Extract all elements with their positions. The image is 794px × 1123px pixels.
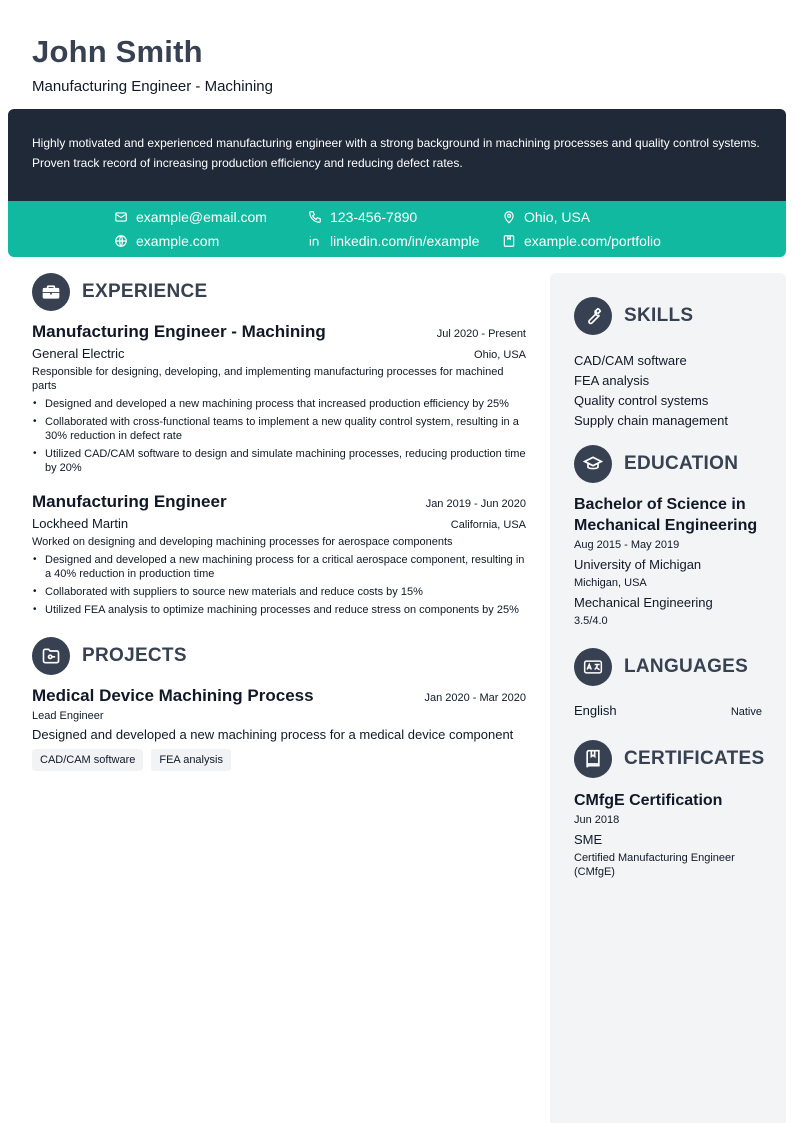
- contact-phone[interactable]: [308, 209, 417, 225]
- achievement-item: • Utilized FEA analysis to optimize machining processes and reduce stress on components by 25%: [32, 603, 526, 617]
- globe-icon: [114, 234, 128, 248]
- achievement-item: • Collaborated with suppliers to source new materials and reduce costs by 15%: [32, 585, 526, 599]
- project-date: Jan 2020 - Mar 2020: [424, 692, 526, 704]
- job-title: Manufacturing Engineer - Machining: [32, 322, 326, 341]
- achievement-item: • Designed and developed a new machining process that increased production efficiency by 25%: [32, 397, 526, 411]
- certificate-icon: [574, 740, 612, 778]
- phone-text: 123-456-7890: [330, 209, 418, 225]
- contact-email[interactable]: [114, 209, 267, 225]
- candidate-name: John Smith: [32, 34, 203, 69]
- achievement-item: • Designed and developed a new machining process for a critical aerospace component, resulting in a 40% reduction in production time: [32, 553, 526, 581]
- linkedin-icon: [308, 234, 322, 248]
- skill-item: FEA analysis: [574, 373, 650, 388]
- skills-title: SKILLS: [624, 305, 694, 326]
- certificate-entry: [574, 790, 762, 879]
- candidate-role: Manufacturing Engineer - Machining: [32, 78, 273, 95]
- portfolio-text: example.com/portfolio: [524, 233, 661, 249]
- languages-heading: [574, 648, 762, 686]
- website-text: example.com: [136, 233, 220, 249]
- contact-portfolio[interactable]: [502, 233, 661, 249]
- job-entry: [32, 492, 526, 617]
- job-achievements: [32, 397, 526, 475]
- job-date: Jul 2020 - Present: [436, 328, 526, 340]
- languages-title: LANGUAGES: [624, 656, 749, 677]
- job-location: Ohio, USA: [474, 349, 526, 361]
- project-tag: CAD/CAM software: [32, 749, 143, 771]
- summary-band: [8, 109, 786, 201]
- folder-icon: [32, 637, 70, 675]
- language-level: Native: [730, 706, 762, 718]
- certificate-name: CMfgE Certification: [574, 792, 723, 809]
- education-entry: [574, 494, 762, 628]
- certificate-issuer: SME: [574, 832, 603, 847]
- portfolio-icon: [502, 234, 516, 248]
- job-description: Worked on designing and developing machining processes for aerospace components: [32, 536, 453, 548]
- project-title: Medical Device Machining Process: [32, 686, 314, 705]
- skills-list: [574, 351, 762, 431]
- contact-linkedin[interactable]: [308, 233, 479, 249]
- resume-header: [32, 34, 273, 95]
- briefcase-icon: [32, 273, 70, 311]
- job-company: General Electric: [32, 346, 125, 361]
- skills-heading: [574, 297, 762, 335]
- sidebar: [550, 273, 786, 1123]
- school-location: Michigan, USA: [574, 577, 647, 589]
- degree: Bachelor of Science in Mechanical Engineering: [574, 496, 758, 534]
- certificate-description: Certified Manufacturing Engineer (CMfgE): [574, 852, 735, 878]
- certificates-heading: [574, 740, 765, 778]
- certificate-date: Jun 2018: [574, 814, 620, 826]
- job-description: Responsible for designing, developing, and implementing manufacturing processes for machined parts: [32, 366, 504, 392]
- skill-item: Supply chain management: [574, 413, 728, 428]
- school: University of Michigan: [574, 557, 702, 572]
- education-title: EDUCATION: [624, 453, 739, 474]
- project-role: Lead Engineer: [32, 710, 104, 722]
- job-entry: [32, 322, 526, 475]
- linkedin-text: linkedin.com/in/example: [330, 233, 480, 249]
- skill-item: CAD/CAM software: [574, 353, 687, 368]
- major: Mechanical Engineering: [574, 595, 713, 610]
- project-entry: [32, 686, 526, 771]
- email-text: example@email.com: [136, 209, 267, 225]
- summary-text: Highly motivated and experienced manufacturing engineer with a strong background in machining processes and quality control systems. Proven track record of increasing production efficiency and reducing defect rates.: [32, 136, 760, 170]
- education-heading: [574, 445, 762, 483]
- contact-location: [502, 209, 590, 225]
- certificates-title: CERTIFICATES: [624, 748, 765, 769]
- job-achievements: [32, 553, 526, 617]
- project-tag: FEA analysis: [151, 749, 231, 771]
- achievement-item: • Utilized CAD/CAM software to design and simulate machining processes, reducing production time by 20%: [32, 447, 526, 475]
- experience-title: EXPERIENCE: [82, 281, 208, 302]
- language-item: [574, 702, 762, 720]
- experience-heading: [32, 273, 526, 311]
- job-location: California, USA: [450, 519, 526, 531]
- skill-item: Quality control systems: [574, 393, 709, 408]
- gpa: 3.5/4.0: [574, 615, 608, 627]
- main-column: [32, 273, 526, 771]
- achievement-item: • Collaborated with cross-functional teams to implement a new quality control system, resulting in a 30% reduction in defect rate: [32, 415, 526, 443]
- projects-title: PROJECTS: [82, 645, 187, 666]
- job-date: Jan 2019 - Jun 2020: [425, 498, 526, 510]
- contact-band: [8, 201, 786, 257]
- project-tags: [32, 749, 526, 771]
- wrench-icon: [574, 297, 612, 335]
- mail-icon: [114, 210, 128, 224]
- contact-website[interactable]: [114, 233, 219, 249]
- translate-icon: [574, 648, 612, 686]
- graduation-cap-icon: [574, 445, 612, 483]
- language-name: English: [574, 703, 617, 718]
- project-description: Designed and developed a new machining process for a medical device component: [32, 727, 514, 742]
- location-text: Ohio, USA: [524, 209, 591, 225]
- projects-heading: [32, 637, 526, 675]
- job-company: Lockheed Martin: [32, 516, 129, 531]
- phone-icon: [308, 210, 322, 224]
- education-date: Aug 2015 - May 2019: [574, 539, 680, 551]
- map-pin-icon: [502, 210, 516, 224]
- job-title: Manufacturing Engineer: [32, 492, 227, 511]
